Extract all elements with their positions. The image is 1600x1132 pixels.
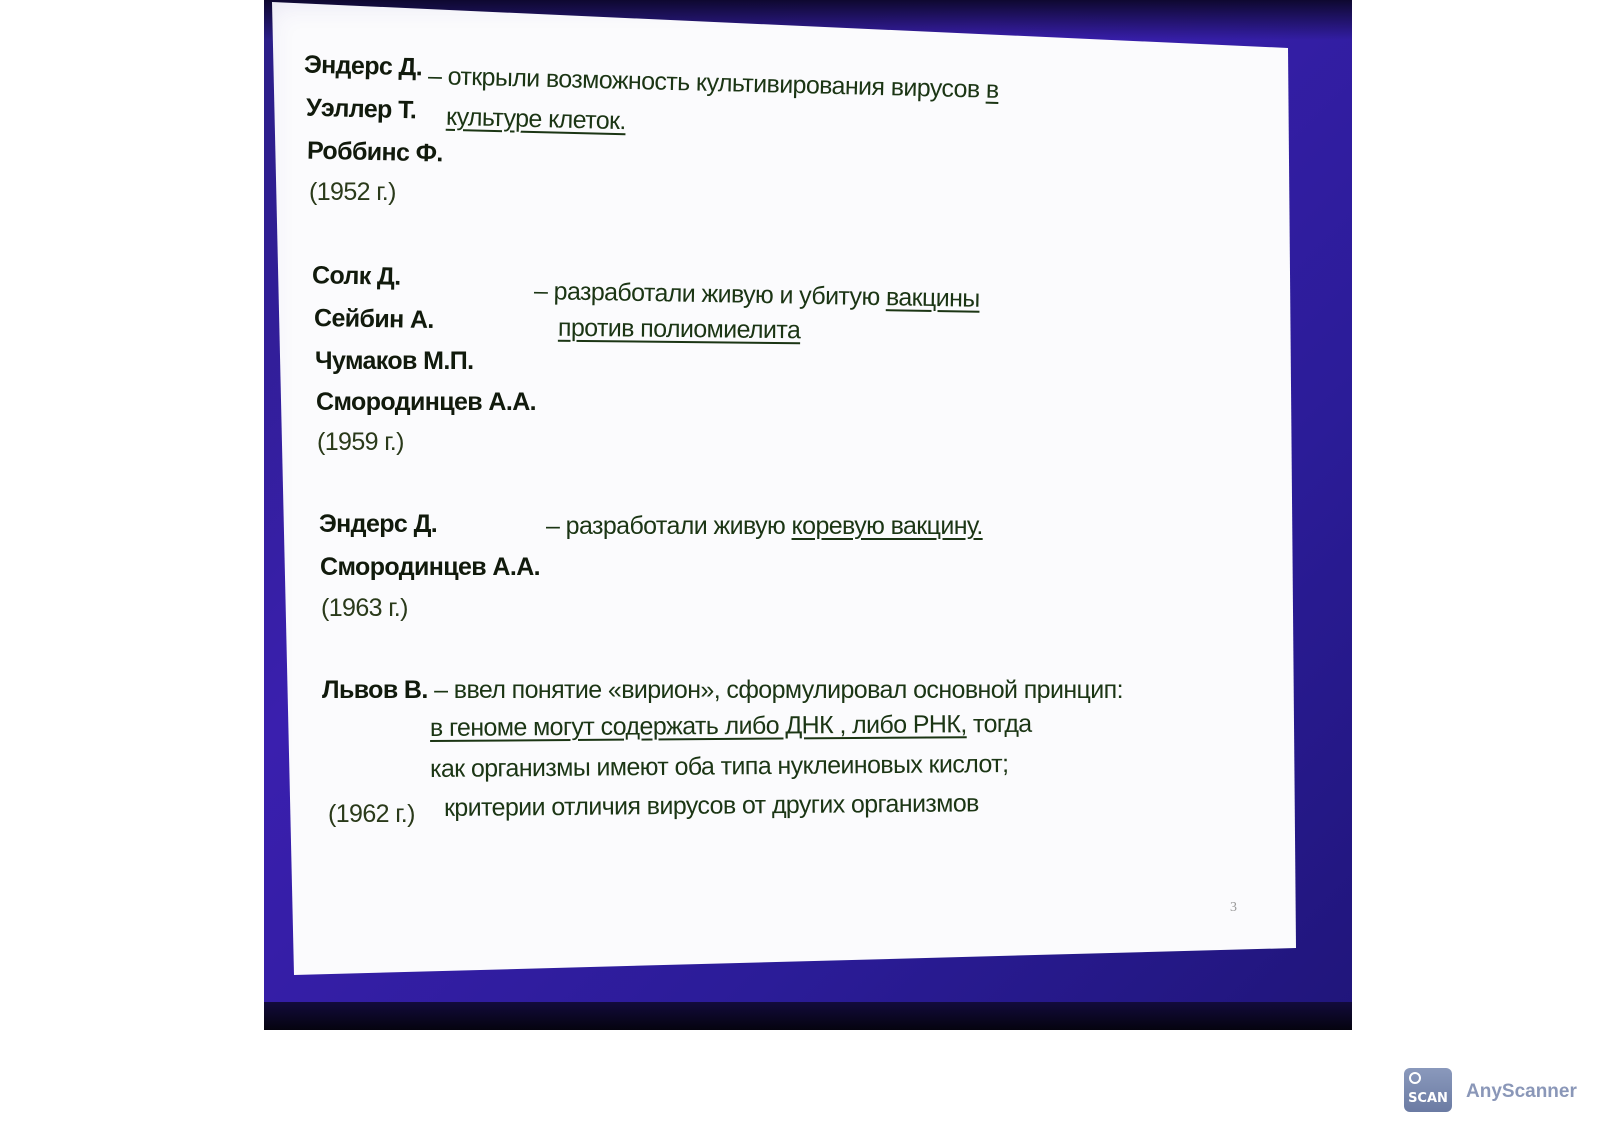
- slide-page-number: 3: [1230, 900, 1237, 915]
- block2-description: – разработали живую и убитую вакцины: [533, 277, 980, 313]
- year-1962: (1962 г.): [328, 800, 415, 828]
- block4-third-line: как организмы имеют оба типа нуклеиновых кислот;: [429, 749, 1009, 783]
- year-1952: (1952 г.): [309, 178, 396, 206]
- block1-description: – открыли возможность культивирования вирусов в: [427, 62, 999, 104]
- name-sabin: Сейбин А.: [313, 303, 435, 335]
- name-chumakov: Чумаков М.П.: [315, 347, 474, 375]
- photo-of-projected-slide: [264, 0, 1352, 1030]
- block4-first-line: Львов В. – ввел понятие «вирион», сформулировал основной принцип:: [322, 676, 1123, 704]
- block3-description: – разработали живую коревую вакцину.: [546, 512, 983, 540]
- anyscanner-brand-text: AnyScanner: [1466, 1081, 1577, 1102]
- name-enders-1: Эндерс Д.: [303, 50, 423, 82]
- block4-fourth-line: критерии отличия вирусов от других организмов: [443, 789, 979, 822]
- block1-description-underlined: культуре клеток.: [445, 102, 627, 136]
- name-smorodintsev-2: Смородинцев А.А.: [320, 553, 541, 581]
- name-smorodintsev-1: Смородинцев А.А.: [316, 388, 537, 416]
- name-salk: Солк Д.: [311, 261, 401, 291]
- slide-content: [264, 0, 1352, 1030]
- name-weller: Уэллер Т.: [305, 93, 417, 125]
- logo-camera-dot-icon: [1409, 1072, 1421, 1084]
- anyscanner-logo-icon: SCAN: [1404, 1068, 1452, 1112]
- block4-second-line: в геноме могут содержать либо ДНК , либо РНК, тогда: [429, 709, 1032, 742]
- year-1963: (1963 г.): [321, 594, 408, 622]
- year-1959: (1959 г.): [317, 428, 404, 456]
- block2-description-underlined: против полиомиелита: [557, 313, 801, 345]
- name-enders-2: Эндерс Д.: [319, 510, 438, 538]
- name-robbins: Роббинс Ф.: [306, 136, 444, 168]
